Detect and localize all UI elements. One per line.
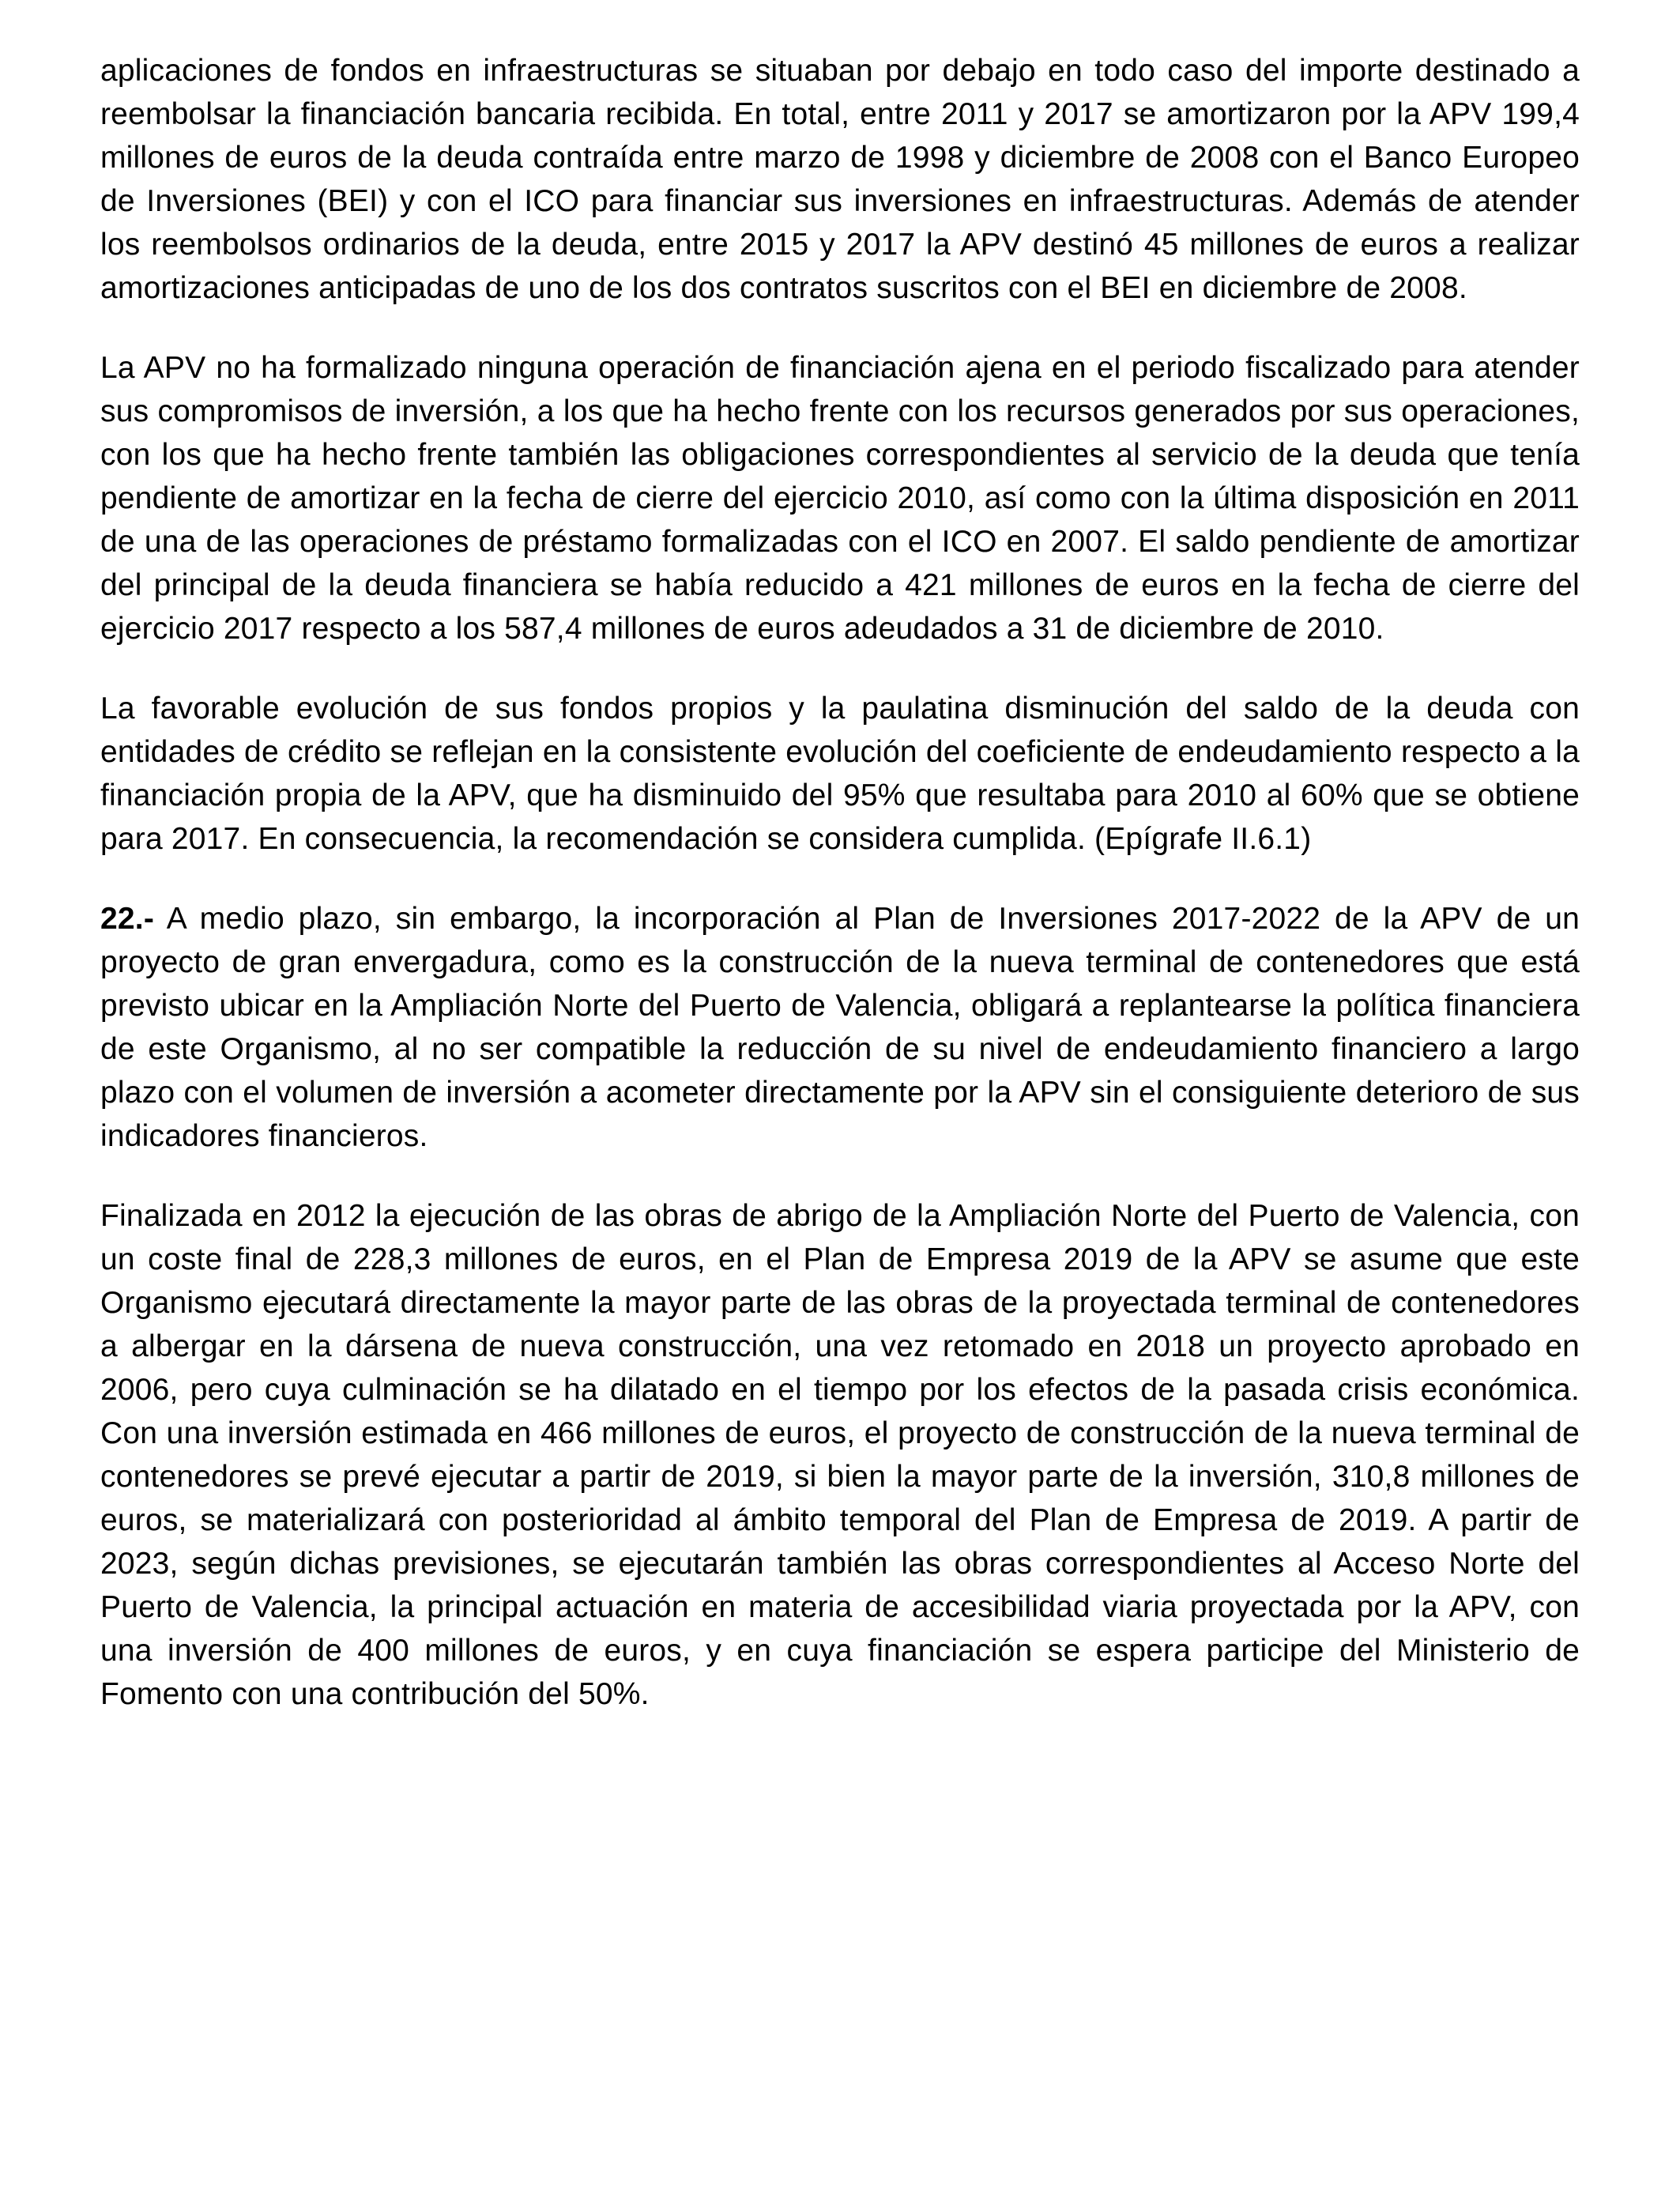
paragraph-text: La favorable evolución de sus fondos propios y la paulatina disminución del saldo de la deuda con entidades de crédito se reflejan en la consistente evolución del coeficiente de endeudamiento respecto a la financiación propia de la APV, que ha disminuido del 95% que resultaba para 2010 al 60% que se obtiene para 2017. En consecuencia, la recomendación se considera cumplida. (Epígrafe II.6.1) [100, 692, 1580, 856]
recommendation-number: 22.- [100, 902, 155, 936]
document-page [100, 49, 1580, 1752]
paragraph-text: A medio plazo, sin embargo, la incorporación al Plan de Inversiones 2017-2022 de la APV de un proyecto de gran envergadura, como es la construcción de la nueva terminal de contenedores que está previsto ubicar en la Ampliación Norte del Puerto de Valencia, obligará a replantearse la política financiera de este Organismo, al no ser compatible la reducción de su nivel de endeudamiento financiero a largo plazo con el volumen de inversión a acometer directamente por la APV sin el consiguiente deterioro de sus indicadores financieros. [100, 902, 1580, 1153]
paragraph-financing-operations [100, 346, 1580, 650]
paragraph-text: La APV no ha formalizado ninguna operación de financiación ajena en el periodo fiscalizado para atender sus compromisos de inversión, a los que ha hecho frente con los recursos generados por sus operaciones, con los que ha hecho frente también las obligaciones correspondientes al servicio de la deuda que tenía pendiente de amortizar en la fecha de cierre del ejercicio 2010, así como con la última disposición en 2011 de una de las operaciones de préstamo formalizadas con el ICO en 2007. El saldo pendiente de amortizar del principal de la deuda financiera se había reducido a 421 millones de euros en la fecha de cierre del ejercicio 2017 respecto a los 587,4 millones de euros adeudados a 31 de diciembre de 2010. [100, 351, 1580, 646]
paragraph-container-terminal [100, 1194, 1580, 1716]
paragraph-text: aplicaciones de fondos en infraestructuras se situaban por debajo en todo caso del importe destinado a reembolsar la financiación bancaria recibida. En total, entre 2011 y 2017 se amortizaron por la APV 199,4 millones de euros de la deuda contraída entre marzo de 1998 y diciembre de 2008 con el Banco Europeo de Inversiones (BEI) y con el ICO para financiar sus inversiones en infraestructuras. Además de atender los reembolsos ordinarios de la deuda, entre 2015 y 2017 la APV destinó 45 millones de euros a realizar amortizaciones anticipadas de uno de los dos contratos suscritos con el BEI en diciembre de 2008. [100, 54, 1580, 305]
paragraph-debt-coefficient [100, 687, 1580, 861]
paragraph-recommendation-22 [100, 897, 1580, 1158]
paragraph-debt-repayment [100, 49, 1580, 310]
paragraph-text: Finalizada en 2012 la ejecución de las obras de abrigo de la Ampliación Norte del Puerto de Valencia, con un coste final de 228,3 millones de euros, en el Plan de Empresa 2019 de la APV se asume que este Organismo ejecutará directamente la mayor parte de las obras de la proyectada terminal de contenedores a albergar en la dársena de nueva construcción, una vez retomado en 2018 un proyecto aprobado en 2006, pero cuya culminación se ha dilatado en el tiempo por los efectos de la pasada crisis económica. Con una inversión estimada en 466 millones de euros, el proyecto de construcción de la nueva terminal de contenedores se prevé ejecutar a partir de 2019, si bien la mayor parte de la inversión, 310,8 millones de euros, se materializará con posterioridad al ámbito temporal del Plan de Empresa de 2019. A partir de 2023, según dichas previsiones, se ejecutarán también las obras correspondientes al Acceso Norte del Puerto de Valencia, la principal actuación en materia de accesibilidad viaria proyectada por la APV, con una inversión de 400 millones de euros, y en cuya financiación se espera participe del Ministerio de Fomento con una contribución del 50%. [100, 1199, 1580, 1711]
